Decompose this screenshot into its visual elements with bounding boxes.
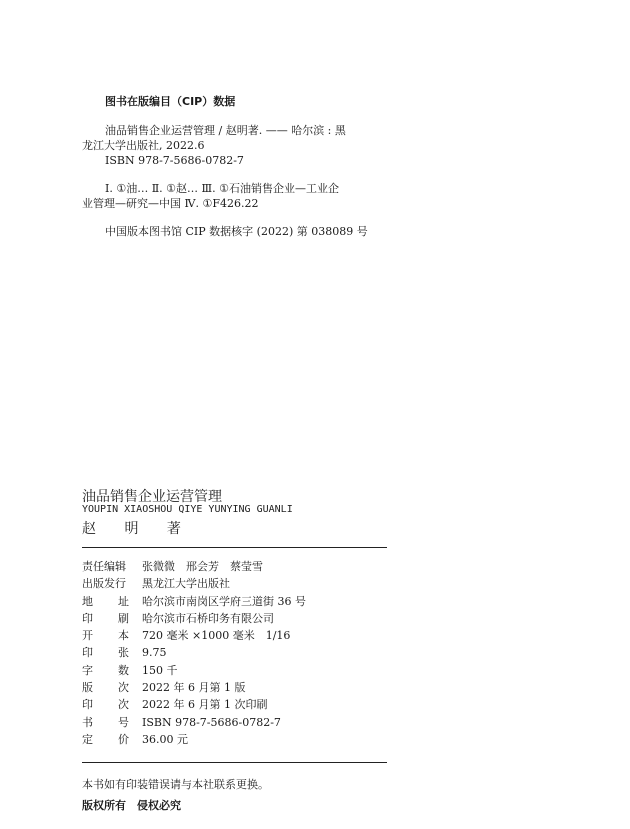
colophon-label-char: 刷 [118,611,129,625]
cip-isbn-line: ISBN 978-7-5686-0782-7 [105,154,244,167]
colophon-label [82,575,129,592]
colophon-label [82,627,129,644]
colophon-label-char: 张 [118,646,129,660]
cip-record-number: 中国版本图书馆 CIP 数据核字 (2022) 第 038089 号 [105,225,368,238]
colophon-label [82,679,129,696]
colophon-value: 2022 年 6 月第 1 次印刷 [142,698,268,712]
book-author: 赵 明 著 [82,521,193,537]
colophon-label [82,731,129,748]
colophon-label-char: 次 [118,681,129,695]
colophon-row [82,662,306,679]
colophon-label-char: 价 [118,732,129,746]
colophon-label-char: 印 [82,646,93,660]
cip-heading: 图书在版编目（CIP）数据 [105,95,236,108]
colophon-row [82,627,306,644]
colophon-label-text: 出版发行 [82,577,126,591]
cip-subject-line: Ⅰ. ①油… Ⅱ. ①赵… Ⅲ. ①石油销售企业—工业企 [105,182,339,195]
colophon-label-char: 本 [118,629,129,643]
cip-subject-line-continued: 业管理—研究—中国 Ⅳ. ①F426.22 [82,197,259,210]
colophon-label-char: 数 [118,663,129,677]
colophon-row [82,644,306,661]
colophon-row [82,714,306,731]
colophon-row [82,679,306,696]
colophon-label-char: 字 [82,663,93,677]
colophon-row [82,610,306,627]
book-title-pinyin: YOUPIN XIAOSHOU QIYE YUNYING GUANLI [82,504,293,515]
colophon-row [82,558,306,575]
colophon-value: 黑龙江大学出版社 [142,577,230,591]
colophon-label-char: 书 [82,715,93,729]
colophon-row [82,593,306,610]
colophon-label-char: 地 [82,594,93,608]
colophon-value: 哈尔滨市石桥印务有限公司 [142,611,274,625]
colophon-label-char: 址 [118,594,129,608]
colophon-label [82,610,129,627]
cip-title-line: 油品销售企业运营管理 / 赵明著. —— 哈尔滨 : 黑 [105,124,346,137]
colophon-label-char: 开 [82,629,93,643]
book-title: 油品销售企业运营管理 [82,489,222,505]
colophon-value: 张微微 邢会芳 蔡莹雪 [142,560,263,573]
colophon-label-char: 定 [82,732,93,746]
colophon-value: 150 千 [142,663,178,677]
colophon-label-char: 版 [82,681,93,695]
colophon-label-char: 印 [82,611,93,625]
colophon-label [82,696,129,713]
cip-publisher-line: 龙江大学出版社, 2022.6 [82,139,205,152]
printing-error-notice: 本书如有印装错误请与本社联系更换。 [82,778,269,791]
colophon-value: 2022 年 6 月第 1 版 [142,681,246,695]
colophon-row [82,696,306,713]
colophon-label [82,662,129,679]
colophon-row [82,731,306,748]
divider-top [82,547,387,548]
colophon-label-char: 次 [118,698,129,712]
copyright-notice: 版权所有 侵权必究 [82,799,181,812]
colophon-row [82,575,306,592]
colophon-value: ISBN 978-7-5686-0782-7 [142,715,281,729]
colophon-value: 哈尔滨市南岗区学府三道街 36 号 [142,594,306,608]
colophon-label-char: 号 [118,715,129,729]
divider-bottom [82,762,387,763]
colophon-value: 9.75 [142,646,167,660]
colophon-label-char: 印 [82,698,93,712]
colophon [82,558,306,748]
colophon-label [82,593,129,610]
colophon-label [82,644,129,661]
colophon-label [82,714,129,731]
colophon-label-text: 责任编辑 [82,560,126,573]
colophon-value: 36.00 元 [142,732,188,746]
colophon-label [82,558,129,575]
colophon-value: 720 毫米 ×1000 毫米 1/16 [142,629,291,643]
